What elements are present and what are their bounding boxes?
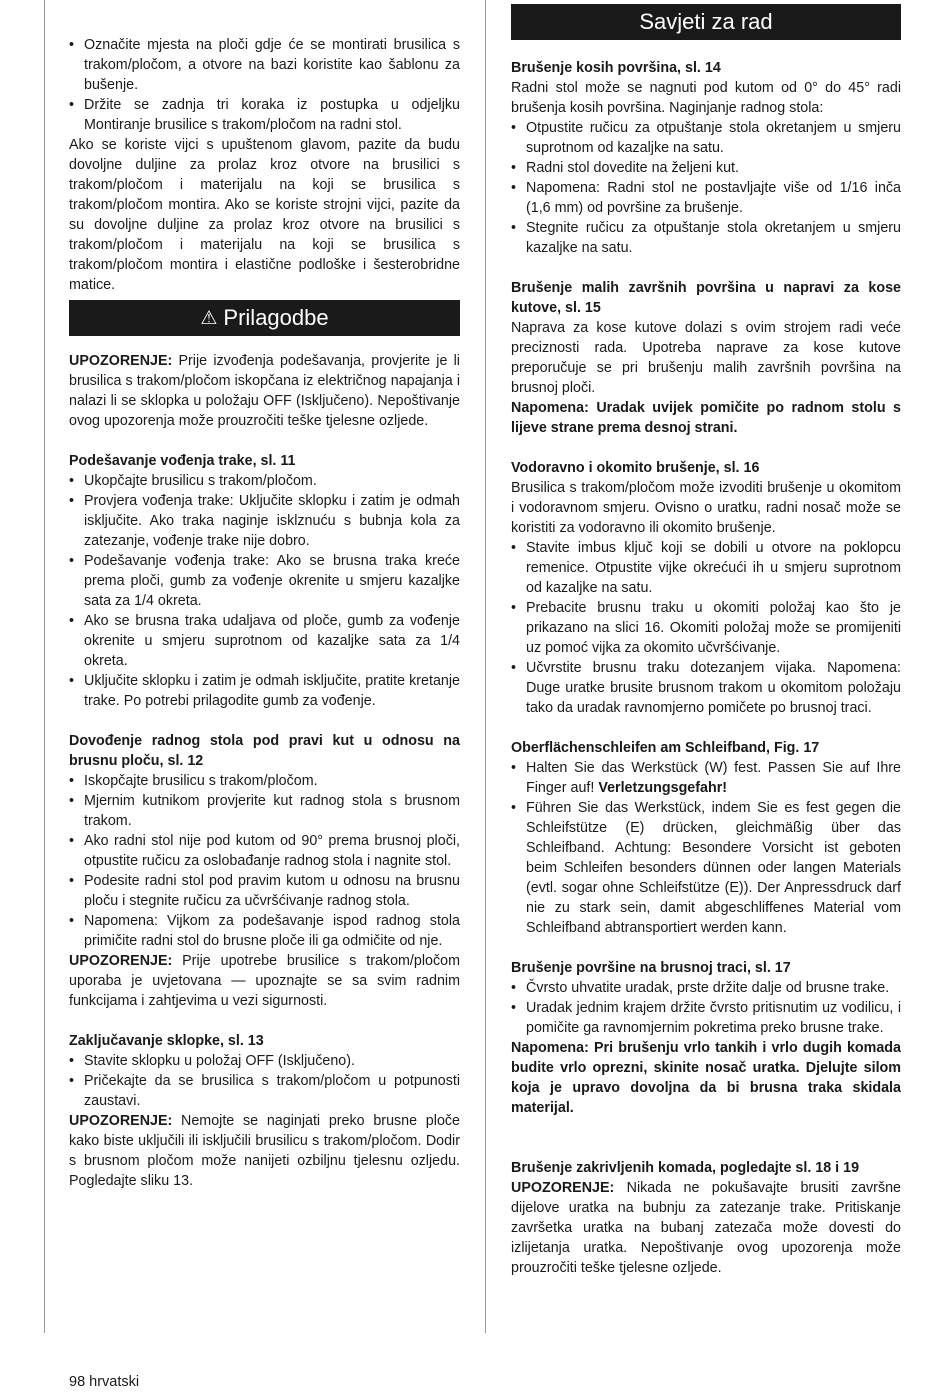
list-item: • Ako radni stol nije pod kutom od 90° prema brusnoj ploči, otpustite ručicu za oslobađanje radnog stola i nagnite stol. [69,831,460,871]
warning-paragraph [69,1111,460,1191]
section-heading: Podešavanje vođenja trake, sl. 11 [69,453,296,469]
warning-text: Prije izvođenja podešavanja, provjerite je li brusilica s trakom/pločom iskopčana iz električnog napajanja i nalazi li se sklopka u položaju OFF (Isključeno). Nepoštivanje ovog upozorenja može prouzročiti teške tjelesne ozljede. [69,353,460,429]
list-item: • Podešavanje vođenja trake: Ako se brusna traka kreće prema ploči, gumb za vođenje okrenite u smjeru kazaljke sata za 1/4 okreta. [69,551,460,611]
list-item [511,758,901,798]
paragraph: Brusilica s trakom/pločom može izvoditi brušenje u okomitom i vodoravnom smjeru. Ovisno o uratku, radni nosač može se koristiti za vodoravno ili okomito brušenje. [511,480,901,536]
warning-text: Nikada ne pokušavajte brusiti završne dijelove uratka na bubnju za zatezanje trake. Pritiskanje završetka uratka na bubanj zatezača može dovesti do izlijetanja uratka. Nepoštivanje ovog upozorenja može prouzročiti teške tjelesne ozljede. [511,1180,901,1276]
warning-label: UPOZORENJE: [511,1180,615,1196]
warning-label: UPOZORENJE: [69,353,173,369]
note-paragraph: Napomena: Pri brušenju vrlo tankih i vrlo dugih komada budite vrlo oprezni, skinite nosač uratka. Djelujte silom koja je upravo dovoljna da bi brusna traka skidala materijal. [511,1040,901,1116]
list-s13 [69,1051,460,1111]
list-item: • Držite se zadnja tri koraka iz postupka u odjeljku Montiranje brusilice s trakom/pločom na radni stol. [69,95,460,135]
list-item: • Čvrsto uhvatite uradak, prste držite dalje od brusne trake. [511,978,901,998]
list-item: • Podesite radni stol pod pravim kutom u odnosu na brusnu ploču i stegnite ručicu za učvršćivanje radnog stola. [69,871,460,911]
list-item: • Uradak jednim krajem držite čvrsto pritisnutim uz vodilicu, i pomičite ga ravnomjernim pokretima preko brusne trake. [511,998,901,1038]
item-emphasis: Verletzungsgefahr! [598,780,728,796]
section-heading: Brušenje kosih površina, sl. 14 [511,60,721,76]
warning-label: UPOZORENJE: [69,953,173,969]
list-s12 [69,771,460,951]
right-column [511,4,901,1278]
list-s17 [511,978,901,1038]
list-item: • Označite mjesta na ploči gdje će se montirati brusilica s trakom/pločom, a otvore na bazi koristite kao šablonu za bušenje. [69,35,460,95]
paragraph: Naprava za kose kutove dolazi s ovim strojem radi veće preciznosti rada. Upotreba naprave za kose kutove preporučuje se pri brušenju malih završnih površina na brusnoj ploči. [511,320,901,396]
list-item: • Ukopčajte brusilicu s trakom/pločom. [69,471,460,491]
list-item: • Stavite sklopku u položaj OFF (Isključeno). [69,1051,460,1071]
section-heading: Vodoravno i okomito brušenje, sl. 16 [511,460,760,476]
list-item: • Führen Sie das Werkstück, indem Sie es fest gegen die Schleifstütze (E) drücken, gleichmäßig über das Schleifband. Achtung: Besondere Vorsicht ist geboten beim Schleifen besonders dünnen oder langen Materials (evtl. sogar ohne Schleifstütze (E)). Der Anpressdruck darf nie zu stark sein, damit abgeschliffenes Material vom Schleifband abtransportiert werden kann. [511,798,901,938]
list-s17-de [511,758,901,938]
list-item: • Učvrstite brusnu traku dotezanjem vijaka. Napomena: Duge uratke brusite brusnom trakom u okomitom položaju tako da uradak ravnomjerno pomičete po brusnoj traci. [511,658,901,718]
list-item: • Uključite sklopku i zatim je odmah isključite, pratite kretanje trake. Po potrebi prilagodite gumb za vođenje. [69,671,460,711]
list-item: • Ako se brusna traka udaljava od ploče, gumb za vođenje okrenite u smjeru suprotnom od kazaljke sata za 1/4 okreta. [69,611,460,671]
intro-paragraph: Ako se koriste vijci s upuštenom glavom, pazite da budu dovoljne duljine za prolaz kroz otvore na brusilici s trakom/pločom i materijalu na koji se brusilica s trakom/pločom montira. Ako se koriste strojni vijci, pazite da su dovoljne duljine za prolaz kroz otvore na brusilici s trakom/pločom i materijalu na koji se brusilica s trakom/pločom montira i elastične podloške i šesterobridne matice. [69,137,460,293]
banner-title: Savjeti za rad [639,9,773,34]
list-item: • Iskopčajte brusilicu s trakom/pločom. [69,771,460,791]
list-item: • Provjera vođenja trake: Uključite sklopku i zatim je odmah isključite. Ako traka naginje isklznuću s bubnja kola za zatezanje, vođenje trake nije dobro. [69,491,460,551]
list-item: • Otpustite ručicu za otpuštanje stola okretanjem u smjeru suprotnom od kazaljke na satu. [511,118,901,158]
section-heading: Brušenje malih završnih površina u napravi za kose kutove, sl. 15 [511,280,901,316]
warning-triangle-icon: ⚠ [200,308,218,329]
paragraph: Radni stol može se nagnuti pod kutom od 0° do 45° radi brušenja kosih površina. Naginjanje radnog stola: [511,80,901,116]
left-margin-rule [44,0,45,1333]
left-column [69,35,460,1191]
warning-text: Nemojte se naginjati preko brusne ploče kako biste uključili ili isključili brusilicu s trakom/pločom. Dodir s brusnom pločom može nanijeti ozbiljnu tjelesnu ozljedu. Pogledajte sliku 13. [69,1113,460,1189]
warning-paragraph [511,1178,901,1278]
list-item: • Napomena: Vijkom za podešavanje ispod radnog stola primičite radni stol do brusne ploče ili ga odmičite od nje. [69,911,460,951]
section-heading: Brušenje zakrivljenih komada, pogledajte sl. 18 i 19 [511,1160,860,1176]
column-divider [485,0,486,1333]
section-heading: Dovođenje radnog stola pod pravi kut u odnosu na brusnu ploču, sl. 12 [69,733,460,769]
list-item: • Napomena: Radni stol ne postavljajte više od 1/16 inča (1,6 mm) od površine za brušenje. [511,178,901,218]
section-heading: Oberflächenschleifen am Schleifband, Fig. 17 [511,740,820,756]
banner-title: Prilagodbe [223,305,329,330]
list-item: • Stavite imbus ključ koji se dobili u otvore na poklopcu remenice. Otpustite vijke okrećući ih u smjeru suprotnom od kazaljke na satu. [511,538,901,598]
list-item: • Pričekajte da se brusilica s trakom/pločom u potpunosti zaustavi. [69,1071,460,1111]
list-item: • Stegnite ručicu za otpuštanje stola okretanjem u smjeru kazaljke na satu. [511,218,901,258]
section-banner-adjustments [69,300,460,336]
page-footer: 98 hrvatski [69,1374,140,1390]
section-banner-tips [511,4,901,40]
list-s11 [69,471,460,711]
section-heading: Zaključavanje sklopke, sl. 13 [69,1033,264,1049]
list-item: • Prebacite brusnu traku u okomiti položaj kao što je prikazano na slici 16. Okomiti položaj može se promijeniti uz pomoć vijka za okomito učvršćivanje. [511,598,901,658]
warning-paragraph [69,351,460,431]
list-item: • Radni stol dovedite na željeni kut. [511,158,901,178]
warning-label: UPOZORENJE: [69,1113,173,1129]
list-s14 [511,118,901,258]
warning-text: Prije upotrebe brusilice s trakom/pločom uporaba je uvjetovana — upoznajte se sa svim radnim funkcijama i zahtjevima u vezi sigurnosti. [69,953,460,1009]
note-paragraph: Napomena: Uradak uvijek pomičite po radnom stolu s lijeve strane prema desnoj strani. [511,400,901,436]
list-item: • Mjernim kutnikom provjerite kut radnog stola s brusnom trakom. [69,791,460,831]
list-s16 [511,538,901,718]
warning-paragraph [69,951,460,1011]
section-heading: Brušenje površine na brusnoj traci, sl. 17 [511,960,791,976]
item-text: Halten Sie das Werkstück (W) fest. Passen Sie auf Ihre Finger auf! [526,760,901,796]
intro-list [69,35,460,135]
